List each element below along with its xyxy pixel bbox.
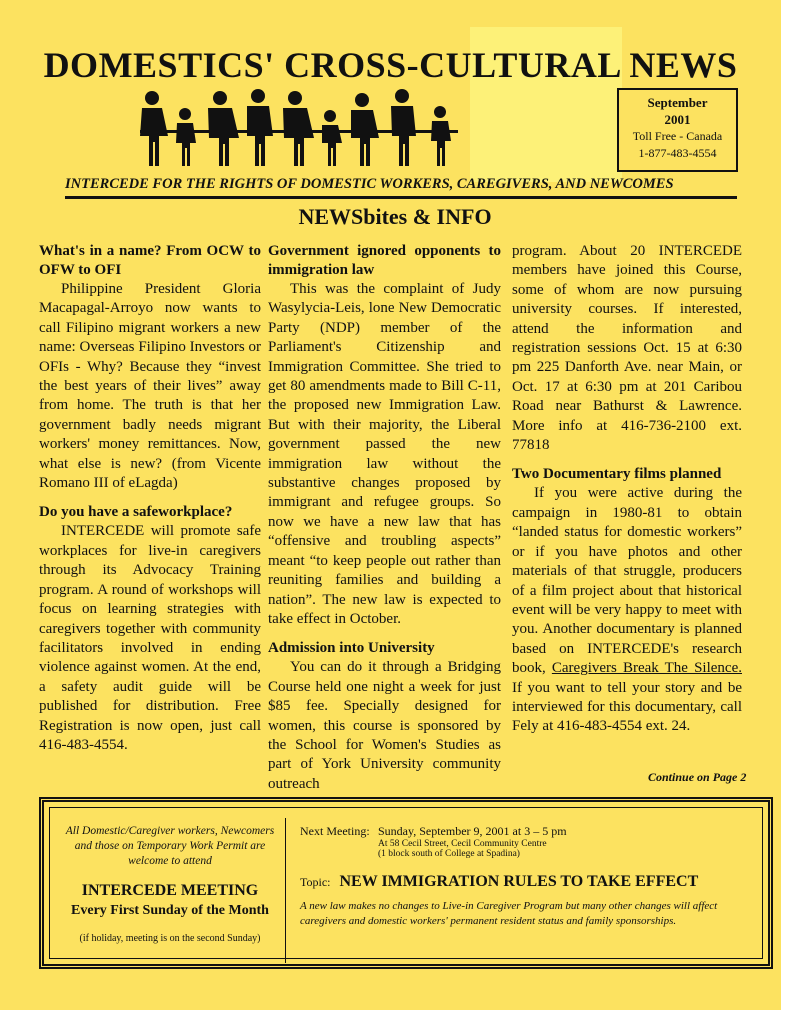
issue-date-box bbox=[617, 88, 738, 172]
meeting-name: INTERCEDE MEETING bbox=[81, 882, 259, 899]
meeting-divider bbox=[285, 818, 286, 963]
column-1 bbox=[39, 242, 261, 755]
meeting-when: Every First Sunday of the Month bbox=[71, 903, 269, 918]
meeting-invite: All Domestic/Caregiver workers, Newcomers and those on Temporary Work Permit are welcome to attend bbox=[65, 825, 275, 867]
meeting-box bbox=[39, 797, 773, 969]
meeting-topic bbox=[300, 873, 740, 891]
article-heading: Two Documentary films planned bbox=[512, 466, 722, 483]
article-body bbox=[512, 484, 742, 736]
people-figures-logo bbox=[140, 86, 470, 172]
tollfree-phone: 1-877-483-4554 bbox=[638, 146, 717, 160]
article-heading: Government ignored opponents to immigration law bbox=[268, 243, 501, 278]
issue-year: 2001 bbox=[664, 112, 691, 127]
column-3 bbox=[512, 242, 742, 737]
meeting-venue: At 58 Cecil Street, Cecil Community Centre bbox=[378, 839, 547, 849]
meeting-holiday-note: (if holiday, meeting is on the second Sunday) bbox=[79, 933, 261, 944]
meeting-venue-note: (1 block south of College at Spadina) bbox=[378, 849, 520, 859]
topic-note: A new law makes no changes to Live-in Caregiver Program but many other changes will affect caregivers and domestic workers' permanent resident status and family sponsorships. bbox=[300, 900, 718, 927]
article-body: Philippine President Gloria Macapagal-Arroyo now wants to call Filipino migrant workers a new name: Overseas Filipino Investors or OFIs - Why? Because they “invest the best years of their lives” away from home. The truth is that her government badly needs migrant workers' money remittances. Now, what else is new? (from Vicente Romano III of eLagda) bbox=[39, 281, 261, 492]
topic-label: Topic: bbox=[300, 875, 331, 889]
topic-title: NEW IMMIGRATION RULES TO TAKE EFFECT bbox=[339, 873, 699, 890]
article-body: You can do it through a Bridging Course held one night a week for just $85 fee. Specially designed for women, this course is sponsored by the School for Women's Studies as part of York University community outreach bbox=[268, 659, 501, 792]
article-heading: What's in a name? From OCW to OFW to OFI bbox=[39, 243, 261, 278]
next-meeting-label: Next Meeting: bbox=[300, 824, 370, 838]
continue-note: Continue on Page 2 bbox=[648, 770, 747, 784]
article-body-continued: program. About 20 INTERCEDE members have joined this Course, some of whom are now pursuing university courses. If interested, attend the information and registration sessions Oct. 15 at 6:30 pm 225 Danforth Ave. near Main, or Oct. 17 at 6:30 pm at 201 Caribou Road near Bathurst & Lawrence. More info at 416-736-2100 ext. 77818 bbox=[512, 243, 742, 454]
masthead-title: DOMESTICS' CROSS-CULTURAL NEWS bbox=[43, 45, 738, 85]
issue-month: September bbox=[647, 95, 708, 110]
meeting-info bbox=[58, 824, 282, 944]
column-2 bbox=[268, 242, 501, 794]
article-text: If you want to tell your story and be interviewed for this documentary, call Fely at 416-483-4554 ext. 24. bbox=[512, 679, 742, 735]
article-heading: Admission into University bbox=[268, 640, 435, 657]
article-text: If you were active during the campaign in 1980-81 to obtain “landed status for domestic workers” or if you have photos and other materials of that struggle, producers of a film project about that historical event will be very happy to meet with you. Another documentary is planned based on INTERCEDE's research book, bbox=[512, 485, 742, 677]
next-meeting-info bbox=[300, 824, 740, 929]
book-title: Caregivers Break The Silence. bbox=[551, 660, 742, 677]
next-meeting-date: Sunday, September 9, 2001 at 3 – 5 pm bbox=[378, 824, 567, 838]
section-title: NEWSbites & INFO bbox=[298, 204, 492, 229]
article-body: This was the complaint of Judy Wasylycia-Leis, lone New Democratic Party (NDP) member of the Parliament's Citizenship and Immigration Committee. She tried to get 80 amendments made to Bill C-11, the proposed new Immigration Law. But with their majority, the Liberal government passed the new immigration law without the substantive changes proposed by immigrant and refugee groups. So now we have a new law that has “offensive and troubling aspects” meant “to keep people out rather than reuniting families and building a nation”. The new law is expected to take effect in October. bbox=[268, 281, 501, 627]
article-body: INTERCEDE will promote safe workplaces for live-in caregivers through its Advocacy Training program. A round of workshops will focus on learning strategies with caregivers together with community facilitators involved in ending violence against women. At the end, a safety audit guide will be published for distribution. Free Registration is now open, just call 416-483-4554. bbox=[39, 523, 261, 753]
meeting-box-inner bbox=[49, 807, 763, 959]
masthead-rule bbox=[65, 196, 737, 199]
masthead-tagline: INTERCEDE FOR THE RIGHTS OF DOMESTIC WORKERS, CAREGIVERS, AND NEWCOMES bbox=[65, 176, 674, 192]
tollfree-label: Toll Free - Canada bbox=[632, 129, 723, 143]
article-heading: Do you have a safeworkplace? bbox=[39, 504, 233, 521]
